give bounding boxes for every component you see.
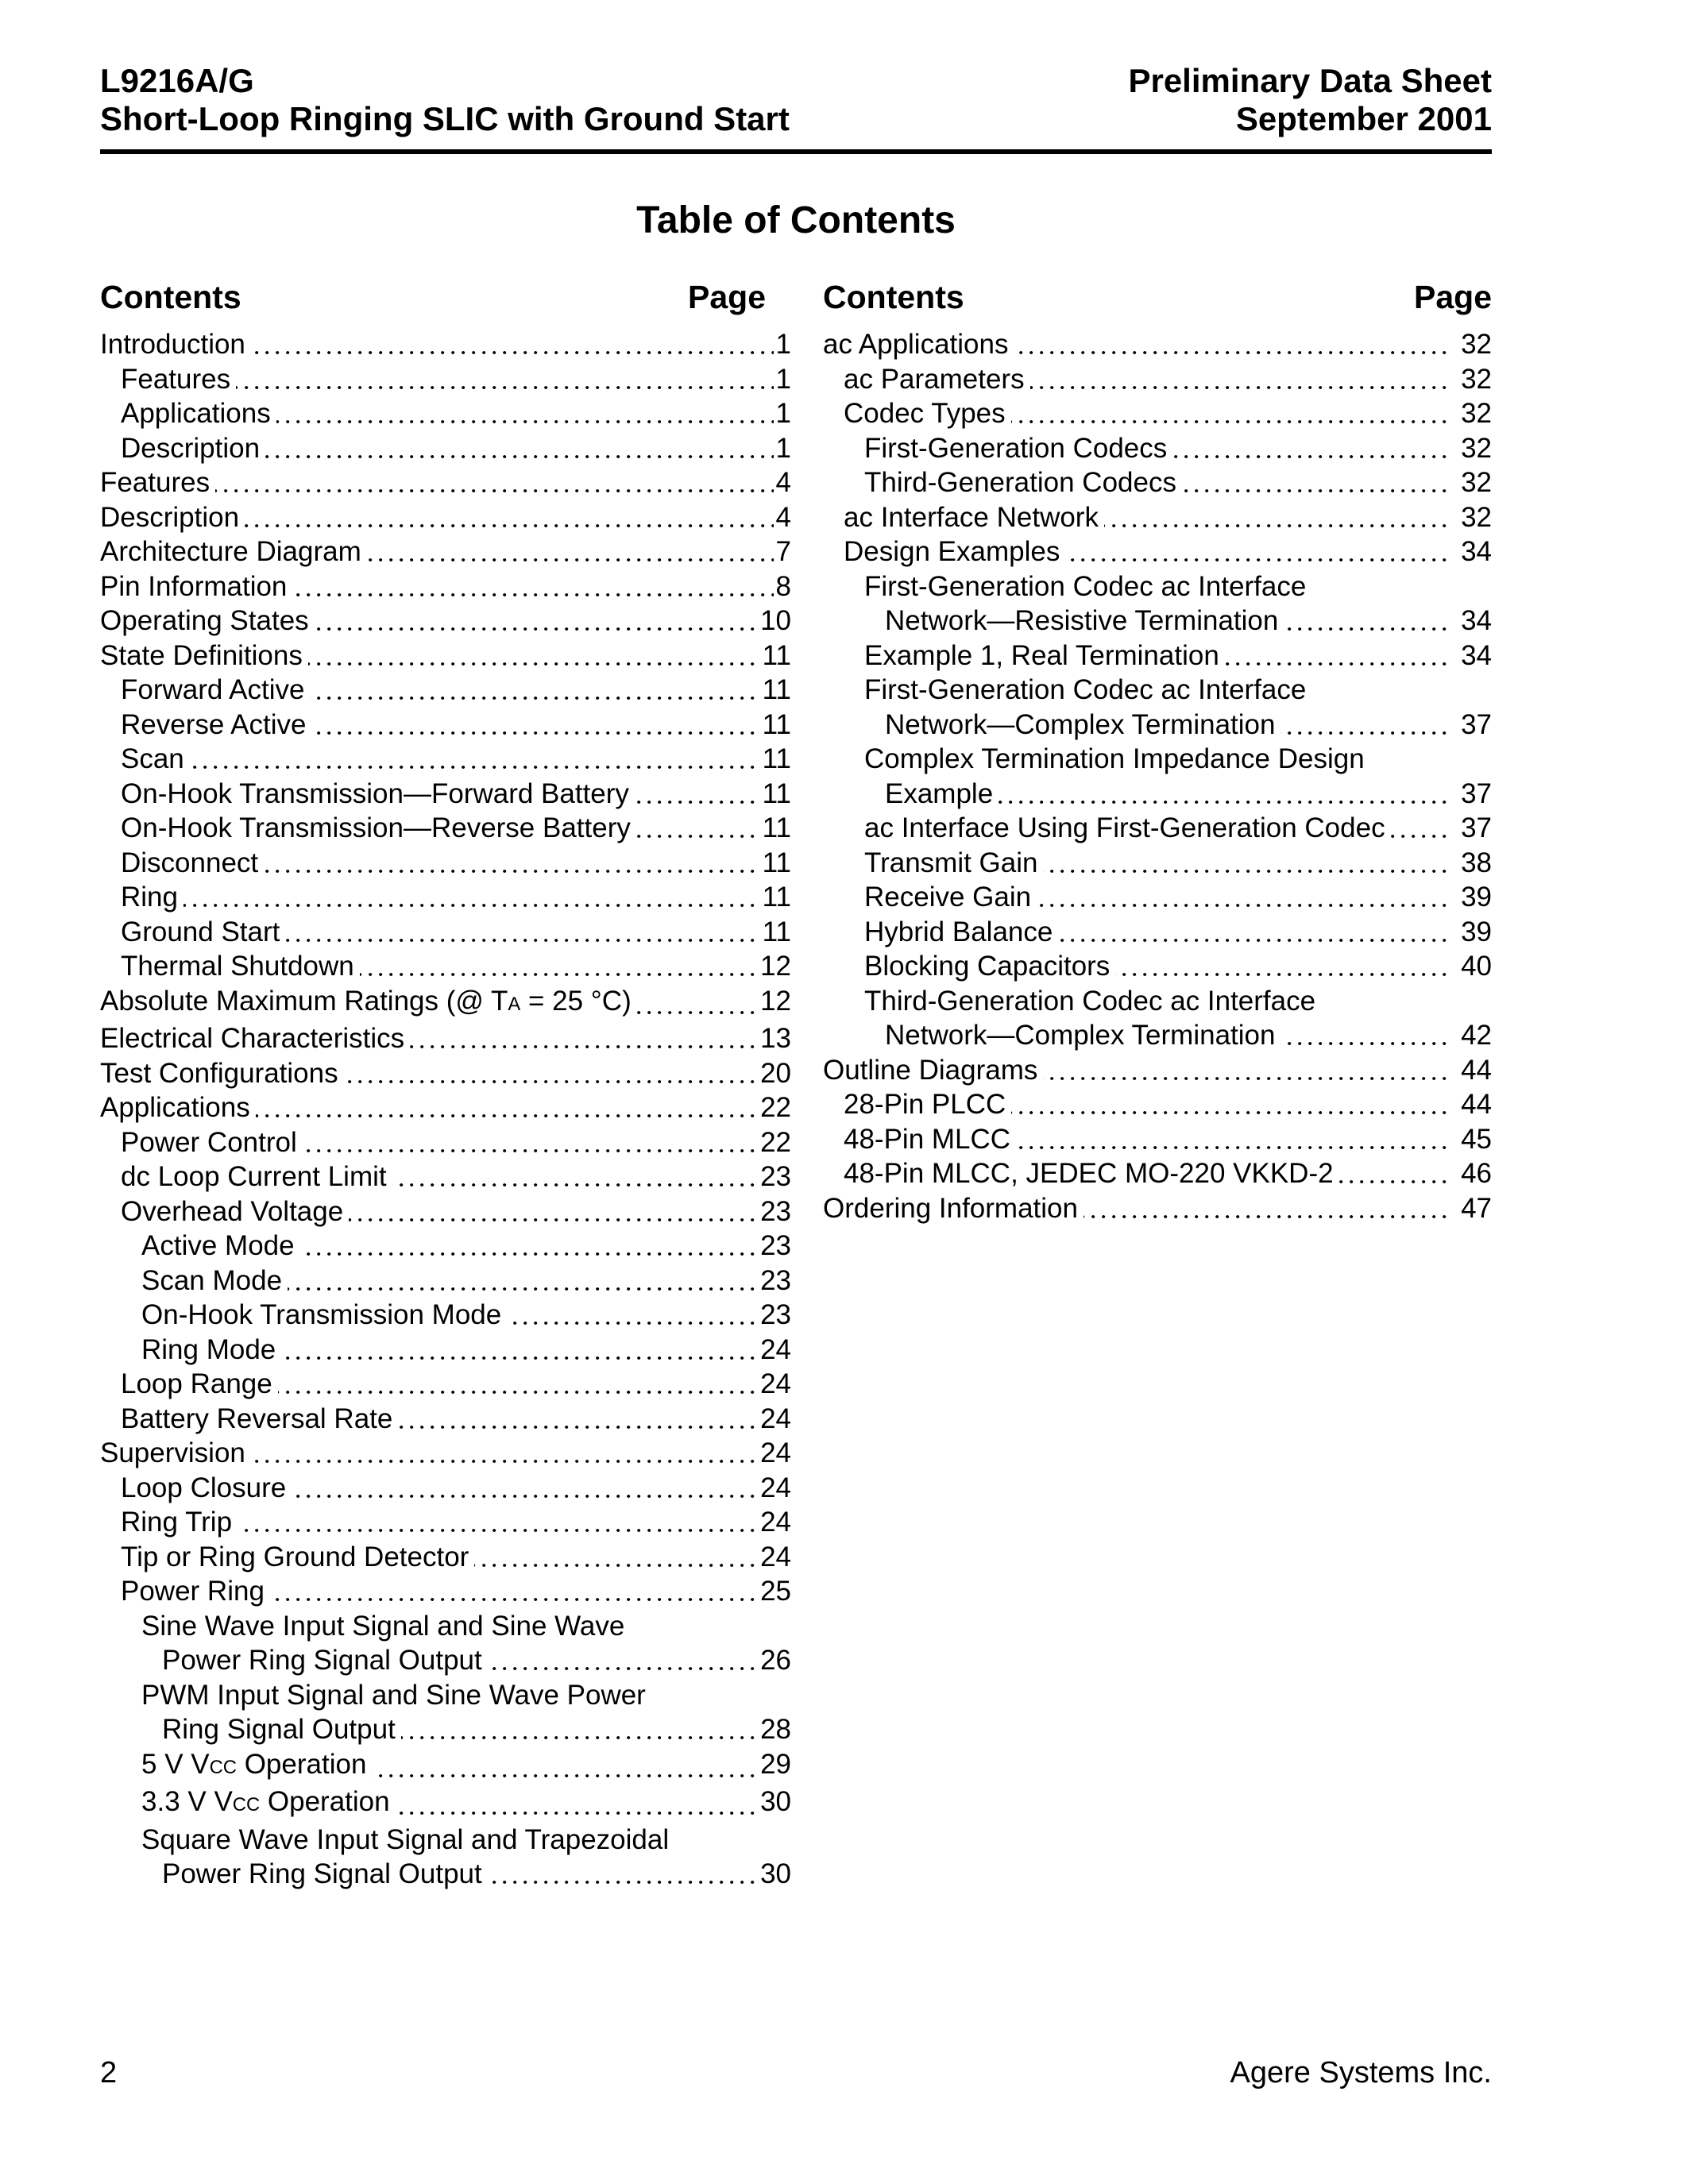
toc-entry-label: On-Hook Transmission Mode [100,1298,507,1333]
toc-entry-page: 22 [758,1125,791,1160]
toc-entry-page: 37 [1451,777,1492,812]
toc-entry-label: First-Generation Codec ac Interface [823,673,1311,708]
toc-left-column-header [100,278,791,316]
toc-entry [100,465,791,500]
toc-entry-label: On-Hook Transmission—Reverse Battery [100,811,636,846]
toc-entry [100,1125,791,1160]
toc-entry-page: 37 [1451,708,1492,743]
toc-entry-label: Power Ring Signal Output [100,1857,488,1892]
toc-entry-page: 32 [1451,431,1492,466]
toc-entry-label: Receive Gain [823,880,1037,915]
toc-entry-page: 45 [1451,1122,1492,1157]
toc-entry-label: ac Interface Network [823,500,1104,535]
toc-entry-label: 48-Pin MLCC, JEDEC MO-220 VKKD-2 [823,1156,1339,1191]
toc-entry-page: 28 [758,1712,791,1747]
toc-entry-label: Ordering Information [823,1191,1083,1226]
toc-entry-label: Example [823,777,999,812]
toc-entry [100,915,791,950]
toc-entry [823,811,1492,846]
toc-entry-label: Blocking Capacitors [823,949,1115,984]
toc-entry [823,880,1492,915]
toc-entry [823,1053,1492,1088]
toc-entry-label: 48-Pin MLCC [823,1122,1016,1157]
toc-entry [100,742,791,777]
toc-entry [100,811,791,846]
toc-entry [100,1229,791,1264]
toc-entry [100,1194,791,1229]
toc-entry-label: Network—Complex Termination [823,1018,1280,1053]
footer-company: Agere Systems Inc. [1230,2056,1492,2089]
toc-entry-page: 40 [1451,949,1492,984]
toc-entry-label: Features [100,465,215,500]
header-doc-type-line: Preliminary Data Sheet [1128,62,1492,99]
toc-entry-page: 4 [774,465,791,500]
toc-entry-label: Architecture Diagram [100,534,367,569]
toc-entry-page: 22 [758,1090,791,1125]
toc-entry-label: First-Generation Codecs [823,431,1172,466]
toc-entry-label: State Definitions [100,639,308,673]
toc-entry-label: Hybrid Balance [823,915,1058,950]
toc-entry [100,1678,791,1713]
toc-entry-label: PWM Input Signal and Sine Wave Power [100,1678,651,1713]
toc-entry-page: 24 [758,1540,791,1575]
toc-entry-label: Applications [100,1090,256,1125]
toc-entry-label: First-Generation Codec ac Interface [823,569,1311,604]
datasheet-page [100,62,1492,1892]
toc-entry-page: 32 [1451,327,1492,362]
toc-entry-page: 24 [758,1471,791,1506]
toc-entry-page: 7 [774,534,791,569]
toc-entry-page: 32 [1451,500,1492,535]
toc-entry [100,639,791,673]
toc-entry-page: 44 [1451,1087,1492,1122]
toc-entry [100,1367,791,1402]
toc-body [100,327,1492,1892]
toc-entry-label: Design Examples [823,534,1065,569]
toc-entry-label: Ring [100,880,183,915]
toc-entry [823,362,1492,397]
toc-entry [100,846,791,881]
subscript-text: A [508,993,521,1015]
toc-entry-page: 12 [758,984,791,1019]
toc-entry-page: 30 [758,1857,791,1892]
toc-entry [100,1540,791,1575]
toc-entry [100,1264,791,1298]
toc-entry [100,1436,791,1471]
header-part-title [100,62,790,138]
toc-entry-page: 13 [758,1021,791,1056]
toc-entry-label: ac Parameters [823,362,1030,397]
toc-entry-page: 23 [758,1160,791,1194]
toc-entry-label: 28-Pin PLCC [823,1087,1011,1122]
toc-entry-label: Ring Mode [100,1333,281,1368]
toc-entry [100,569,791,604]
toc-entry-label: Power Ring Signal Output [100,1643,488,1678]
toc-entry-label: Sine Wave Input Signal and Sine Wave [100,1609,630,1644]
toc-entry-label: Supervision [100,1436,251,1471]
toc-entry-page: 11 [760,742,791,777]
toc-entry-page: 25 [758,1574,791,1609]
toc-left-column [100,327,791,1892]
contents-heading: Contents [100,279,241,315]
toc-entry-page: 44 [1451,1053,1492,1088]
toc-entry-page: 11 [760,639,791,673]
toc-entry-page: 24 [758,1333,791,1368]
toc-entry [823,396,1492,431]
page-heading: Page [688,279,766,315]
toc-entry [100,1712,791,1747]
toc-entry-label: Overhead Voltage [100,1194,349,1229]
toc-right-column-header [823,278,1492,316]
footer-page-number: 2 [100,2056,118,2089]
toc-entry-page: 1 [774,362,791,397]
toc-entry-label: Complex Termination Impedance Design [823,742,1370,777]
toc-entry-label: Introduction [100,327,251,362]
toc-entry [823,742,1492,777]
toc-entry [823,984,1492,1019]
toc-entry-label: ac Applications [823,327,1014,362]
toc-entry [100,500,791,535]
toc-entry-label: Operating States [100,604,315,639]
toc-entry-page: 32 [1451,362,1492,397]
toc-entry [823,1087,1492,1122]
toc-entry [823,777,1492,812]
toc-entry-label: Outline Diagrams [823,1053,1043,1088]
toc-entry [823,1156,1492,1191]
toc-entry-label: Features [100,362,236,397]
toc-entry-page: 32 [1451,465,1492,500]
contents-heading: Contents [823,279,964,315]
header-rule [100,149,1492,154]
toc-entry-label: Third-Generation Codec ac Interface [823,984,1321,1019]
toc-entry [100,1823,791,1858]
toc-entry-page: 11 [760,777,791,812]
page-footer [100,2055,1492,2090]
toc-entry-page: 47 [1451,1191,1492,1226]
toc-entry [100,1643,791,1678]
toc-entry [823,1122,1492,1157]
toc-entry-label: Loop Range [100,1367,278,1402]
toc-entry [100,1160,791,1194]
toc-entry-page: 11 [760,846,791,881]
page-header [100,62,1492,138]
toc-entry-page: 11 [760,708,791,743]
toc-entry [823,1018,1492,1053]
toc-entry-label: Square Wave Input Signal and Trapezoidal [100,1823,674,1858]
toc-entry-label: Loop Closure [100,1471,292,1506]
toc-entry-page: 23 [758,1194,791,1229]
toc-entry [100,1021,791,1056]
toc-entry-label: Tip or Ring Ground Detector [100,1540,474,1575]
toc-entry-label: Disconnect [100,846,264,881]
toc-entry-page: 1 [774,431,791,466]
toc-entry-label: Network—Complex Termination [823,708,1280,743]
page-heading: Page [1414,279,1492,315]
toc-entry-label: ac Interface Using First-Generation Codec [823,811,1391,846]
toc-entry-label: Test Configurations [100,1056,344,1091]
toc-entry [100,396,791,431]
toc-entry-label: Active Mode [100,1229,300,1264]
toc-entry [823,500,1492,535]
toc-entry-label: Power Ring [100,1574,270,1609]
toc-entry-page: 12 [758,949,791,984]
toc-entry-label: Power Control [100,1125,303,1160]
toc-entry-label: Ring Signal Output [100,1712,401,1747]
toc-entry-page: 39 [1451,915,1492,950]
toc-entry [100,1298,791,1333]
toc-entry-label: 5 V VCC Operation [100,1747,372,1785]
toc-entry-page: 23 [758,1264,791,1298]
toc-entry-label: On-Hook Transmission—Forward Battery [100,777,635,812]
toc-entry-label: Forward Active [100,673,310,708]
toc-entry-page: 4 [774,500,791,535]
toc-entry [100,1574,791,1609]
toc-entry [100,708,791,743]
toc-entry [823,534,1492,569]
toc-entry [823,949,1492,984]
toc-right-column [823,327,1492,1892]
toc-entry [100,534,791,569]
toc-entry [100,1785,791,1823]
toc-entry [100,1505,791,1540]
toc-entry-page: 23 [758,1229,791,1264]
toc-entry-page: 38 [1451,846,1492,881]
toc-entry-page: 24 [758,1436,791,1471]
toc-entry-page: 46 [1451,1156,1492,1191]
toc-entry-page: 39 [1451,880,1492,915]
toc-entry-page: 42 [1451,1018,1492,1053]
toc-entry-page: 34 [1451,639,1492,673]
toc-entry-label: Transmit Gain [823,846,1043,881]
toc-entry-page: 24 [758,1505,791,1540]
toc-entry [100,880,791,915]
toc-entry [100,1747,791,1785]
toc-entry-label: Absolute Maximum Ratings (@ TA = 25 °C) [100,984,637,1022]
toc-entry-page: 24 [758,1367,791,1402]
toc-entry-page: 11 [760,880,791,915]
toc-entry [100,984,791,1022]
toc-entry-label: Thermal Shutdown [100,949,360,984]
toc-entry-page: 1 [774,396,791,431]
toc-entry [823,915,1492,950]
toc-entry-page: 11 [760,811,791,846]
toc-entry [823,465,1492,500]
toc-entry-label: Ground Start [100,915,285,950]
toc-entry-page: 11 [760,673,791,708]
toc-entry [100,1857,791,1892]
toc-entry-label: 3.3 V VCC Operation [100,1785,396,1823]
toc-entry [100,604,791,639]
header-part-number: L9216A/G [100,62,254,99]
toc-entry-label: Description [100,500,245,535]
toc-entry-label: Third-Generation Codecs [823,465,1182,500]
toc-entry-label: Description [100,431,265,466]
toc-entry-label: Pin Information [100,569,292,604]
toc-entry [100,777,791,812]
toc-entry-page: 11 [760,915,791,950]
toc-entry [823,431,1492,466]
toc-entry [100,1402,791,1437]
toc-entry-page: 34 [1451,604,1492,639]
toc-entry [100,1056,791,1091]
header-doc-type [1128,62,1492,138]
toc-entry [100,1609,791,1644]
toc-entry [100,327,791,362]
toc-entry [100,1090,791,1125]
toc-entry [100,1333,791,1368]
toc-entry [100,362,791,397]
toc-entry-page: 23 [758,1298,791,1333]
toc-entry-page: 26 [758,1643,791,1678]
toc-entry-page: 8 [774,569,791,604]
toc-entry-page: 37 [1451,811,1492,846]
toc-entry [100,1471,791,1506]
toc-entry-label: Scan Mode [100,1264,288,1298]
toc-entry-label: Electrical Characteristics [100,1021,410,1056]
toc-entry-page: 32 [1451,396,1492,431]
toc-entry-label: Ring Trip [100,1505,238,1540]
toc-entry [823,327,1492,362]
toc-entry-page: 1 [774,327,791,362]
toc-entry-label: Network—Resistive Termination [823,604,1284,639]
header-part-description: Short-Loop Ringing SLIC with Ground Start [100,100,790,137]
toc-entry-label: Applications [100,396,276,431]
toc-entry-page: 29 [758,1747,791,1782]
toc-entry-page: 20 [758,1056,791,1091]
toc-entry-label: Battery Reversal Rate [100,1402,398,1437]
toc-entry-page: 34 [1451,534,1492,569]
subscript-text: CC [209,1756,237,1778]
toc-entry [823,673,1492,708]
toc-entry-page: 30 [758,1785,791,1819]
toc-entry [823,569,1492,604]
toc-entry [823,846,1492,881]
toc-entry-label: Codec Types [823,396,1011,431]
toc-entry [823,604,1492,639]
toc-entry [100,673,791,708]
page-title: Table of Contents [636,199,956,241]
toc-entry-page: 24 [758,1402,791,1437]
toc-entry [823,708,1492,743]
toc-entry-page: 10 [758,604,791,639]
header-date: September 2001 [1235,100,1492,137]
toc-entry [100,949,791,984]
toc-entry [100,431,791,466]
toc-entry-label: Scan [100,742,190,777]
toc-entry-label: Example 1, Real Termination [823,639,1225,673]
toc-column-headers [100,278,1492,316]
toc-entry [823,1191,1492,1226]
toc-entry-label: Reverse Active [100,708,311,743]
toc-entry [823,639,1492,673]
toc-entry-label: dc Loop Current Limit [100,1160,392,1194]
subscript-text: CC [232,1794,261,1815]
